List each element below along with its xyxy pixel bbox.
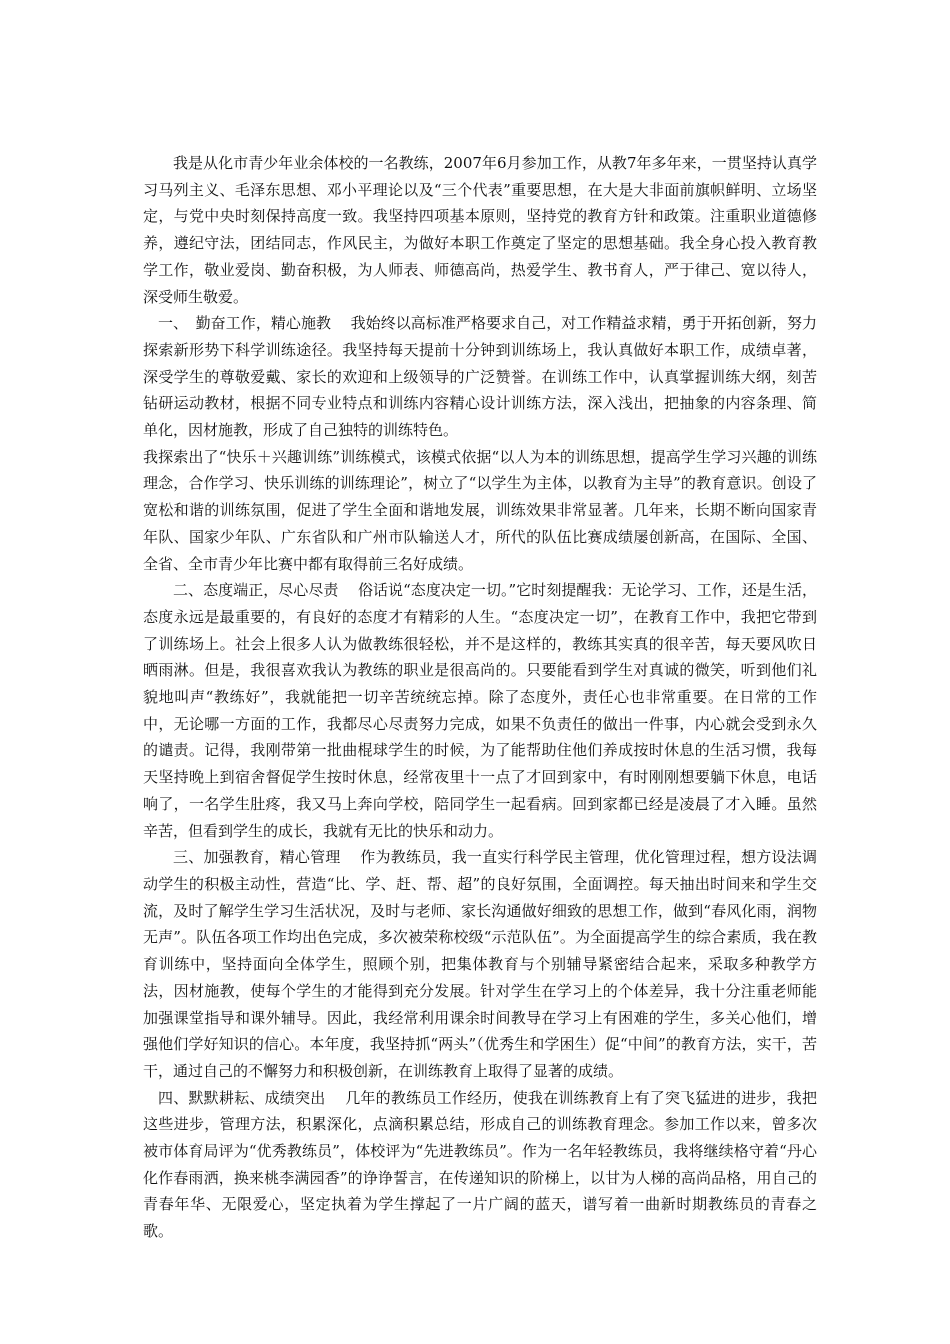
section2-heading: 二、态度端正，尽心尽责 [173,581,339,600]
section1-heading: 一、 勤奋工作，精心施教 [158,314,332,333]
section4-heading: 四、默默耕耘、成绩突出 [158,1088,326,1107]
section3-body: 作为教练员，我一直实行科学民主管理，优化管理过程，想方设法调动学生的积极主动性，营造“比、学、赶、帮、超”的良好氛围，全面调控。每天抽出时间来和学生交流，及时了解学生学习生活状况，及时与老师、家长沟通做好细致的思想工作，做到“春风化雨，润物无声”。队伍各项工作均出色完成，多次被荣称校级“示范队伍”。为全面提高学生的综合素质，我在教育训练中，坚持面向全体学生，照顾个别，把集体教育与个别辅导紧密结合起来，采取多种教学方法，因材施教，使每个学生的才能得到充分发展。针对学生在学习上的个体差异，我十分注重老师能加强课堂指导和课外辅导。因此，我经常利用课余时间教导在学习上有困难的学生，多关心他们，增强他们学好知识的信心。本年度，我坚持抓“两头”（优秀生和学困生）促“中间”的教育方法，实干，苦干，通过自己的不懈努力和积极创新，在训练教育上取得了显著的成绩。 [143,848,817,1080]
section3-paragraph [143,844,817,1084]
section2-paragraph [143,577,817,844]
section1-paragraph [143,310,817,444]
section3-heading: 三、加强教育，精心管理 [173,848,341,867]
section4-body: 几年的教练员工作经历，使我在训练教育上有了突飞猛进的进步，我把这些进步，管理方法，积累深化，点滴积累总结，形成自己的训练教育理念。参加工作以来，曾多次被市体育局评为“优秀教练员”，体校评为“先进教练员”。作为一名年轻教练员，我将继续格守着“丹心化作春雨洒，换来桃李满园香”的诤诤誓言，在传递知识的阶梯上，以甘为人梯的高尚品格，用自己的青春年华、无限爱心，坚定执着为学生撑起了一片广阔的蓝天，谱写着一曲新时期教练员的青春之歌。 [143,1088,817,1241]
method-text: 我探索出了“快乐＋兴趣训练”训练模式，该模式依据“以人为本的训练思想，提高学生学习兴趣的训练理念，合作学习、快乐训练的训练理论”，树立了“以学生为主体，以教育为主导”的教育意识。创设了宽松和谐的训练氛围，促进了学生全面和谐地发展，训练效果非常显著。几年来，长期不断向国家青年队、国家少年队、广东省队和广州市队输送人才，所代的队伍比赛成绩屡创新高，在国际、全国、全省、全市青少年比赛中都有取得前三名好成绩。 [143,447,817,573]
document-page [143,150,817,1245]
method-paragraph [143,444,817,578]
intro-text: 我是从化市青少年业余体校的一名教练，2007年6月参加工作，从教7年多年来，一贯坚持认真学习马列主义、毛泽东思想、邓小平理论以及“三个代表”重要思想，在大是大非面前旗帜鲜明、立场坚定，与党中央时刻保持高度一致。我坚持四项基本原则，坚持党的教育方针和政策。注重职业道德修养，遵纪守法，团结同志，作风民主，为做好本职工作奠定了坚定的思想基础。我全身心投入教育教学工作，敬业爱岗、勤奋积极，为人师表、师德高尚，热爱学生、教书育人，严于律己、宽以待人，深受师生敬爱。 [143,154,817,306]
section2-body: 俗话说“态度决定一切。”它时刻提醒我：无论学习、工作，还是生活，态度永远是最重要的，有良好的态度才有精彩的人生。“态度决定一切”，在教育工作中，我把它带到了训练场上。社会上很多人认为做教练很轻松，并不是这样的，教练其实真的很辛苦，每天要风吹日晒雨淋。但是，我很喜欢我认为教练的职业是很高尚的。只要能看到学生对真诚的微笑，听到他们礼貌地叫声“教练好”，我就能把一切辛苦统统忘掉。除了态度外，责任心也非常重要。在日常的工作中，无论哪一方面的工作，我都尽心尽责努力完成，如果不负责任的做出一件事，内心就会受到永久的谴责。记得，我刚带第一批曲棍球学生的时候，为了能帮助住他们养成按时休息的生活习惯，我每天坚持晚上到宿舍督促学生按时休息，经常夜里十一点了才回到家中，有时刚刚想要躺下休息，电话响了，一名学生肚疼，我又马上奔向学校，陪同学生一起看病。回到家都已经是凌晨了才入睡。虽然辛苦，但看到学生的成长，我就有无比的快乐和动力。 [143,581,817,840]
section1-body: 我始终以高标准严格要求自己，对工作精益求精，勇于开拓创新，努力探索新形势下科学训练途径。我坚持每天提前十分钟到训练场上，我认真做好本职工作，成绩卓著，深受学生的尊敬爱戴、家长的欢迎和上级领导的广泛赞誉。在训练工作中，认真掌握训练大纲，刻苦钻研运动教材，根据不同专业特点和训练内容精心设计训练方法，深入浅出，把抽象的内容条理、简单化，因材施教，形成了自己独特的训练特色。 [143,314,817,440]
intro-paragraph [143,150,817,310]
section4-paragraph [143,1085,817,1245]
